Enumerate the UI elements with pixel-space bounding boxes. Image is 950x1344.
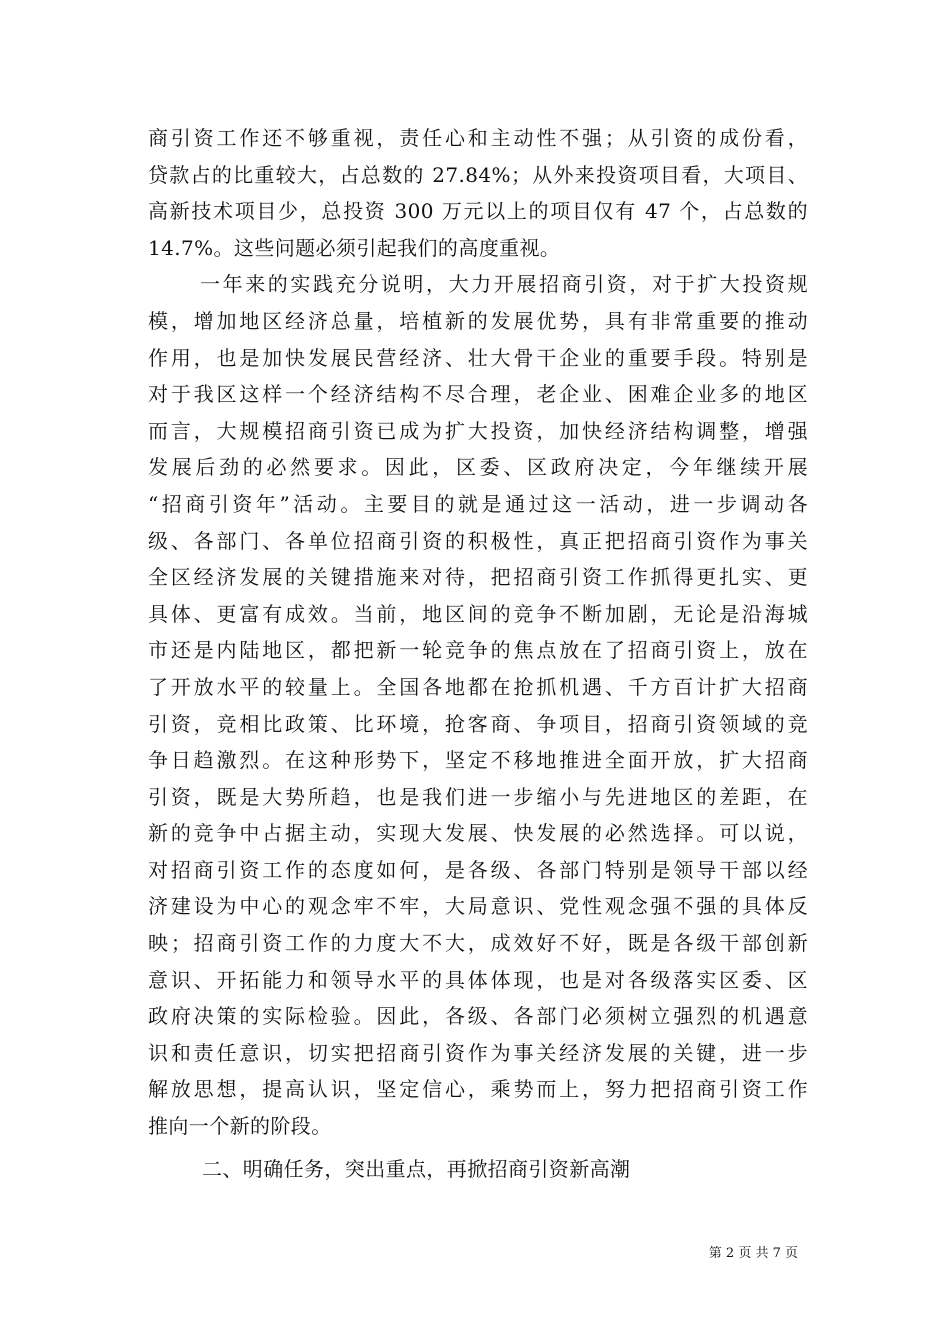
text-line: 引资，竞相比政策、比环境，抢客商、争项目，招商引资领域的竞: [148, 711, 808, 736]
text-line: 级、各部门、各单位招商引资的积极性，真正把招商引资作为事关: [148, 528, 808, 553]
section-heading-text: 二、明确任务，突出重点，再掀招商引资新高潮: [202, 1156, 631, 1181]
text-line: 推向一个新的阶段。: [148, 1114, 332, 1139]
text-line: 商引资工作还不够重视，责任心和主动性不强；从引资的成份看，: [148, 126, 808, 150]
text-line: 争日趋激烈。在这种形势下，坚定不移地推进全面开放，扩大招商: [148, 748, 808, 773]
text-line: 对招商引资工作的态度如何，是各级、各部门特别是领导干部以经: [148, 857, 808, 882]
text-line: 14.7%。这些问题必须引起我们的高度重视。: [148, 235, 561, 260]
text-line: 发展后劲的必然要求。因此，区委、区政府决定，今年继续开展: [148, 455, 808, 480]
text-line: 引资，既是大势所趋，也是我们进一步缩小与先进地区的差距，在: [148, 784, 808, 809]
text-line: 贷款占的比重较大，占总数的 27.84%；从外来投资项目看，大项目、: [148, 162, 808, 187]
text-line: 新的竞争中占据主动，实现大发展、快发展的必然选择。可以说，: [148, 821, 808, 846]
text-line: 对于我区这样一个经济结构不尽合理，老企业、困难企业多的地区: [148, 382, 808, 407]
text-line: 而言，大规模招商引资已成为扩大投资，加快经济结构调整，增强: [148, 418, 808, 443]
text-line: 解放思想，提高认识，坚定信心，乘势而上，努力把招商引资工作: [148, 1077, 808, 1102]
text-line: 意识、开拓能力和领导水平的具体体现，也是对各级落实区委、区: [148, 967, 808, 992]
document-body: [148, 120, 808, 1187]
text-line: 映；招商引资工作的力度大不大，成效好不好，既是各级干部创新: [148, 931, 808, 956]
text-line: “招商引资年”活动。主要目的就是通过这一活动，进一步调动各: [148, 491, 808, 516]
text-line: 高新技术项目少，总投资 300 万元以上的项目仅有 47 个，占总数的: [148, 199, 808, 224]
paragraph-practice: [148, 266, 808, 1144]
section-heading: [148, 1151, 808, 1188]
text-line: 一年来的实践充分说明，大力开展招商引资，对于扩大投资规: [200, 272, 808, 297]
text-line: 了开放水平的较量上。全国各地都在抢抓机遇、千方百计扩大招商: [148, 674, 808, 699]
text-line: 全区经济发展的关键措施来对待，把招商引资工作抓得更扎实、更: [148, 565, 808, 590]
text-line: 具体、更富有成效。当前，地区间的竞争不断加剧，无论是沿海城: [148, 601, 808, 626]
text-line: 市还是内陆地区，都把新一轮竞争的焦点放在了招商引资上，放在: [148, 638, 808, 663]
paragraph-continued: [148, 120, 808, 266]
text-line: 作用，也是加快发展民营经济、壮大骨干企业的重要手段。特别是: [148, 345, 808, 370]
text-line: 识和责任意识，切实把招商引资作为事关经济发展的关键，进一步: [148, 1040, 808, 1065]
text-line: 政府决策的实际检验。因此，各级、各部门必须树立强烈的机遇意: [148, 1004, 808, 1029]
page-number: 第 2 页 共 7 页: [708, 1246, 798, 1261]
text-line: 济建设为中心的观念牢不牢，大局意识、党性观念强不强的具体反: [148, 894, 808, 919]
text-line: 模，增加地区经济总量，培植新的发展优势，具有非常重要的推动: [148, 308, 808, 333]
